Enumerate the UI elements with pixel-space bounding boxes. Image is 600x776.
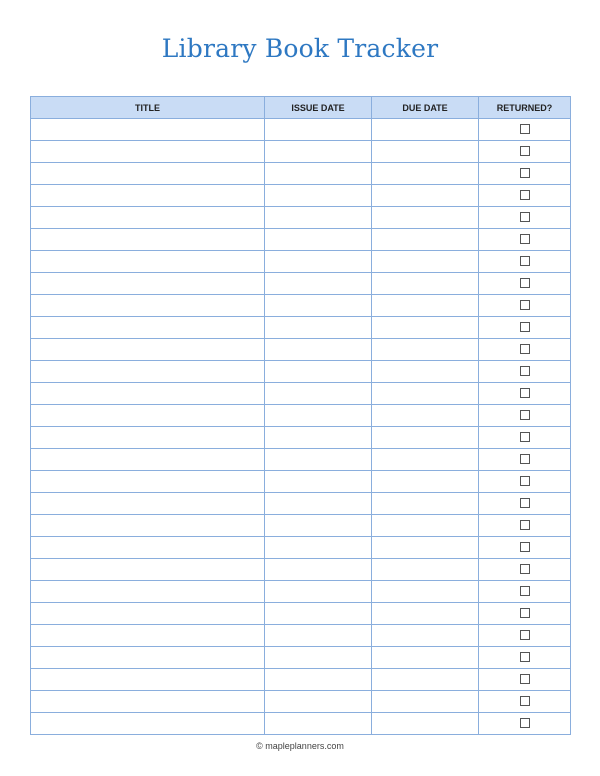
table-row [31, 251, 571, 273]
returned-checkbox[interactable] [520, 322, 530, 332]
issue-date-cell[interactable] [265, 163, 372, 185]
table-header-row [31, 97, 571, 119]
title-cell[interactable] [31, 119, 265, 141]
issue-date-cell[interactable] [265, 207, 372, 229]
table-row [31, 559, 571, 581]
table-row [31, 273, 571, 295]
due-date-cell[interactable] [372, 207, 479, 229]
table-row [31, 691, 571, 713]
table-row [31, 493, 571, 515]
returned-cell [479, 581, 571, 603]
table-row [31, 207, 571, 229]
due-date-cell[interactable] [372, 559, 479, 581]
title-cell[interactable] [31, 603, 265, 625]
table-row [31, 449, 571, 471]
returned-checkbox[interactable] [520, 146, 530, 156]
table-row [31, 141, 571, 163]
due-date-cell[interactable] [372, 185, 479, 207]
returned-cell [479, 251, 571, 273]
issue-date-cell[interactable] [265, 691, 372, 713]
returned-checkbox[interactable] [520, 234, 530, 244]
due-date-cell[interactable] [372, 317, 479, 339]
title-cell[interactable] [31, 449, 265, 471]
table-row [31, 295, 571, 317]
due-date-cell[interactable] [372, 383, 479, 405]
title-cell[interactable] [31, 361, 265, 383]
due-date-cell[interactable] [372, 515, 479, 537]
title-cell[interactable] [31, 625, 265, 647]
due-date-cell[interactable] [372, 647, 479, 669]
returned-cell [479, 449, 571, 471]
returned-checkbox[interactable] [520, 652, 530, 662]
table-row [31, 581, 571, 603]
title-cell[interactable] [31, 317, 265, 339]
returned-checkbox[interactable] [520, 498, 530, 508]
returned-checkbox[interactable] [520, 278, 530, 288]
issue-date-cell[interactable] [265, 603, 372, 625]
title-cell[interactable] [31, 471, 265, 493]
due-date-cell[interactable] [372, 361, 479, 383]
title-cell[interactable] [31, 581, 265, 603]
returned-checkbox[interactable] [520, 168, 530, 178]
title-cell[interactable] [31, 537, 265, 559]
table-row [31, 163, 571, 185]
due-date-cell[interactable] [372, 471, 479, 493]
title-cell[interactable] [31, 163, 265, 185]
returned-cell [479, 383, 571, 405]
returned-cell [479, 273, 571, 295]
issue-date-cell[interactable] [265, 427, 372, 449]
table-row [31, 383, 571, 405]
title-cell[interactable] [31, 273, 265, 295]
returned-cell [479, 185, 571, 207]
returned-checkbox[interactable] [520, 410, 530, 420]
issue-date-cell[interactable] [265, 185, 372, 207]
due-date-cell[interactable] [372, 493, 479, 515]
returned-cell [479, 405, 571, 427]
due-date-cell[interactable] [372, 581, 479, 603]
table-row [31, 647, 571, 669]
returned-checkbox[interactable] [520, 564, 530, 574]
returned-checkbox[interactable] [520, 696, 530, 706]
returned-cell [479, 537, 571, 559]
returned-checkbox[interactable] [520, 344, 530, 354]
title-cell[interactable] [31, 427, 265, 449]
returned-checkbox[interactable] [520, 718, 530, 728]
table-row [31, 119, 571, 141]
table-row [31, 361, 571, 383]
due-date-cell[interactable] [372, 691, 479, 713]
returned-cell [479, 229, 571, 251]
footer-credit: © mapleplanners.com [256, 741, 344, 751]
returned-checkbox[interactable] [520, 432, 530, 442]
table-row [31, 471, 571, 493]
table-row [31, 229, 571, 251]
due-date-cell[interactable] [372, 229, 479, 251]
returned-checkbox[interactable] [520, 212, 530, 222]
issue-date-cell[interactable] [265, 317, 372, 339]
column-header-due-date: DUE DATE [372, 97, 479, 119]
returned-cell [479, 163, 571, 185]
title-cell[interactable] [31, 515, 265, 537]
returned-cell [479, 361, 571, 383]
issue-date-cell[interactable] [265, 713, 372, 735]
returned-checkbox[interactable] [520, 388, 530, 398]
title-cell[interactable] [31, 383, 265, 405]
issue-date-cell[interactable] [265, 295, 372, 317]
returned-checkbox[interactable] [520, 608, 530, 618]
returned-checkbox[interactable] [520, 542, 530, 552]
issue-date-cell[interactable] [265, 273, 372, 295]
returned-checkbox[interactable] [520, 520, 530, 530]
due-date-cell[interactable] [372, 119, 479, 141]
column-header-issue-date: ISSUE DATE [265, 97, 372, 119]
returned-checkbox[interactable] [520, 454, 530, 464]
returned-cell [479, 207, 571, 229]
due-date-cell[interactable] [372, 141, 479, 163]
title-cell[interactable] [31, 185, 265, 207]
table-row [31, 317, 571, 339]
due-date-cell[interactable] [372, 669, 479, 691]
due-date-cell[interactable] [372, 405, 479, 427]
due-date-cell[interactable] [372, 625, 479, 647]
table-row [31, 713, 571, 735]
issue-date-cell[interactable] [265, 339, 372, 361]
issue-date-cell[interactable] [265, 647, 372, 669]
returned-cell [479, 625, 571, 647]
issue-date-cell[interactable] [265, 471, 372, 493]
returned-cell [479, 691, 571, 713]
title-cell[interactable] [31, 295, 265, 317]
title-cell[interactable] [31, 251, 265, 273]
returned-checkbox[interactable] [520, 124, 530, 134]
returned-checkbox[interactable] [520, 674, 530, 684]
table-body [31, 119, 571, 735]
title-cell[interactable] [31, 493, 265, 515]
issue-date-cell[interactable] [265, 493, 372, 515]
book-tracker-table [30, 96, 571, 735]
issue-date-cell[interactable] [265, 537, 372, 559]
title-cell[interactable] [31, 669, 265, 691]
returned-cell [479, 603, 571, 625]
returned-checkbox[interactable] [520, 586, 530, 596]
returned-checkbox[interactable] [520, 630, 530, 640]
issue-date-cell[interactable] [265, 383, 372, 405]
issue-date-cell[interactable] [265, 515, 372, 537]
due-date-cell[interactable] [372, 449, 479, 471]
due-date-cell[interactable] [372, 295, 479, 317]
table-row [31, 537, 571, 559]
returned-cell [479, 295, 571, 317]
issue-date-cell[interactable] [265, 361, 372, 383]
returned-cell [479, 647, 571, 669]
column-header-returned: RETURNED? [479, 97, 571, 119]
due-date-cell[interactable] [372, 537, 479, 559]
title-cell[interactable] [31, 559, 265, 581]
returned-cell [479, 515, 571, 537]
issue-date-cell[interactable] [265, 229, 372, 251]
issue-date-cell[interactable] [265, 251, 372, 273]
issue-date-cell[interactable] [265, 119, 372, 141]
returned-cell [479, 317, 571, 339]
title-cell[interactable] [31, 405, 265, 427]
title-cell[interactable] [31, 229, 265, 251]
returned-checkbox[interactable] [520, 366, 530, 376]
title-cell[interactable] [31, 647, 265, 669]
table-row [31, 405, 571, 427]
table-row [31, 339, 571, 361]
issue-date-cell[interactable] [265, 559, 372, 581]
due-date-cell[interactable] [372, 427, 479, 449]
column-header-title: TITLE [31, 97, 265, 119]
issue-date-cell[interactable] [265, 669, 372, 691]
table-row [31, 185, 571, 207]
table-row [31, 625, 571, 647]
issue-date-cell[interactable] [265, 141, 372, 163]
issue-date-cell[interactable] [265, 449, 372, 471]
title-cell[interactable] [31, 691, 265, 713]
title-cell[interactable] [31, 339, 265, 361]
due-date-cell[interactable] [372, 273, 479, 295]
due-date-cell[interactable] [372, 251, 479, 273]
returned-cell [479, 471, 571, 493]
due-date-cell[interactable] [372, 339, 479, 361]
returned-cell [479, 493, 571, 515]
title-cell[interactable] [31, 207, 265, 229]
returned-cell [479, 141, 571, 163]
issue-date-cell[interactable] [265, 405, 372, 427]
table-row [31, 669, 571, 691]
returned-checkbox[interactable] [520, 256, 530, 266]
returned-cell [479, 339, 571, 361]
issue-date-cell[interactable] [265, 625, 372, 647]
title-cell[interactable] [31, 713, 265, 735]
returned-checkbox[interactable] [520, 476, 530, 486]
table-row [31, 427, 571, 449]
returned-cell [479, 427, 571, 449]
returned-checkbox[interactable] [520, 190, 530, 200]
returned-cell [479, 669, 571, 691]
returned-cell [479, 119, 571, 141]
returned-cell [479, 559, 571, 581]
issue-date-cell[interactable] [265, 581, 372, 603]
table-row [31, 515, 571, 537]
table-row [31, 603, 571, 625]
due-date-cell[interactable] [372, 163, 479, 185]
page-title: Library Book Tracker [161, 34, 439, 63]
returned-checkbox[interactable] [520, 300, 530, 310]
due-date-cell[interactable] [372, 603, 479, 625]
title-cell[interactable] [31, 141, 265, 163]
due-date-cell[interactable] [372, 713, 479, 735]
returned-cell [479, 713, 571, 735]
